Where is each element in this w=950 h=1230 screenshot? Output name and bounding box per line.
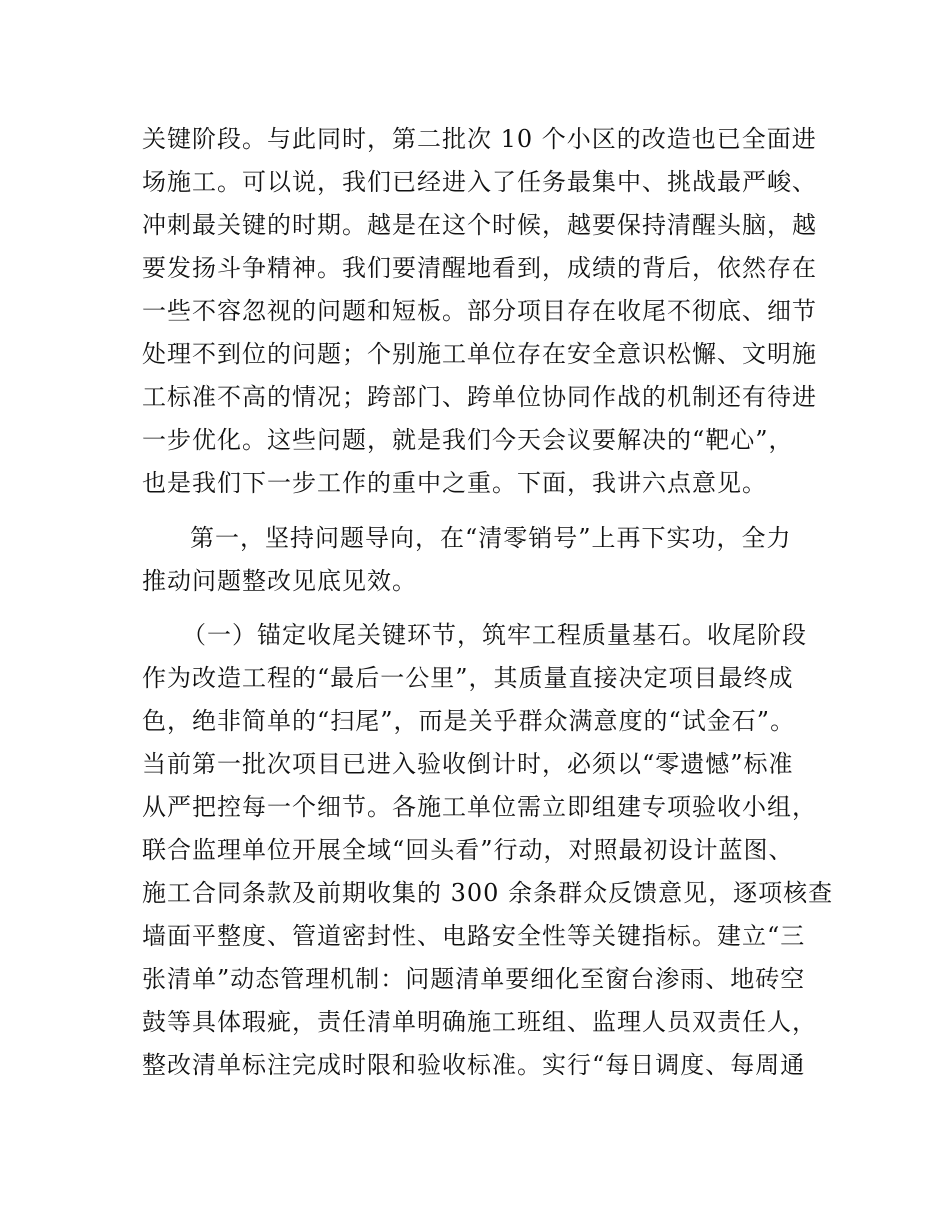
text-line: 关键阶段。与此同时，第二批次 10 个小区的改造也已全面进: [142, 125, 817, 153]
text-line: 第一，坚持问题导向，在“清零销号”上再下实功，全力: [190, 524, 792, 552]
text-line: 当前第一批次项目已进入验收倒计时，必须以“零遗憾”标准: [142, 750, 794, 778]
paragraph-subpoint-one: [142, 614, 834, 1087]
paragraph-point-one-heading: [142, 517, 810, 603]
text-line: 一步优化。这些问题，就是我们今天会议要解决的“靶心”，: [142, 426, 794, 454]
text-line: 鼓等具体瑕疵，责任清单明确施工班组、监理人员双责任人，: [142, 1008, 817, 1036]
text-line: 工标准不高的情况；跨部门、跨单位协同作战的机制还有待进: [142, 383, 817, 411]
text-line: （一）锚定收尾关键环节，筑牢工程质量基石。收尾阶段: [182, 621, 807, 649]
text-line: 从严把控每一个细节。各施工单位需立即组建专项验收小组，: [142, 793, 817, 821]
text-line: 要发扬斗争精神。我们要清醒地看到，成绩的背后，依然存在: [142, 254, 817, 282]
text-line: 也是我们下一步工作的重中之重。下面，我讲六点意见。: [142, 469, 767, 497]
text-line: 冲刺最关键的时期。越是在这个时候，越要保持清醒头脑，越: [142, 211, 817, 239]
paragraph-situation: [142, 118, 817, 505]
text-line: 推动问题整改见底见效。: [142, 567, 417, 595]
text-line: 施工合同条款及前期收集的 300 余条群众反馈意见，逐项核查: [142, 879, 834, 907]
text-line: 张清单”动态管理机制：问题清单要细化至窗台渗雨、地砖空: [142, 965, 806, 993]
text-line: 联合监理单位开展全域“回头看”行动，对照最初设计蓝图、: [142, 836, 794, 864]
text-line: 处理不到位的问题；个别施工单位存在安全意识松懈、文明施: [142, 340, 817, 368]
text-line: 色，绝非简单的“扫尾”，而是关乎群众满意度的“试金石”。: [142, 707, 796, 735]
text-line: 场施工。可以说，我们已经进入了任务最集中、挑战最严峻、: [142, 168, 817, 196]
text-line: 作为改造工程的“最后一公里”，其质量直接决定项目最终成: [142, 664, 794, 692]
text-line: 墙面平整度、管道密封性、电路安全性等关键指标。建立“三: [142, 922, 806, 950]
text-line: 整改清单标注完成时限和验收标准。实行“每日调度、每周通: [142, 1051, 806, 1079]
text-line: 一些不容忽视的问题和短板。部分项目存在收尾不彻底、细节: [142, 297, 817, 325]
